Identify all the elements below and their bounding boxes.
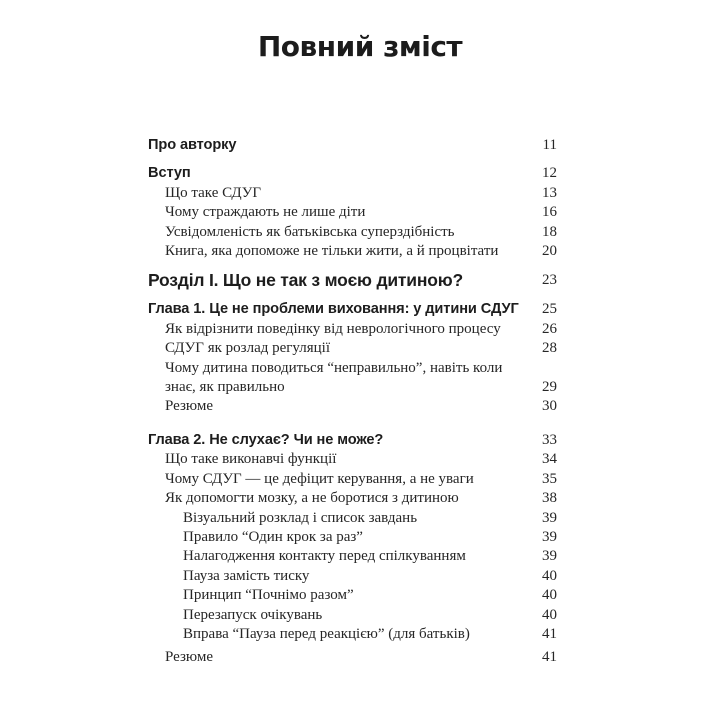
table-of-contents xyxy=(148,136,557,668)
toc-entry-page: 35 xyxy=(542,470,557,487)
toc-entry-page: 25 xyxy=(542,301,557,318)
toc-chapter-heading xyxy=(148,431,557,450)
toc-entry xyxy=(148,203,557,222)
toc-entry-label: СДУГ як розлад регуляції xyxy=(165,340,330,357)
toc-entry xyxy=(148,547,557,566)
toc-entry-page: 11 xyxy=(542,137,557,153)
toc-entry-page: 41 xyxy=(542,625,557,642)
toc-entry xyxy=(148,567,557,586)
toc-entry xyxy=(148,509,557,528)
toc-entry-page: 40 xyxy=(542,606,557,623)
toc-entry xyxy=(148,223,557,242)
toc-entry-page: 29 xyxy=(542,379,557,396)
toc-entry-label: Чому СДУГ — це дефіцит керування, а не уваги xyxy=(165,470,474,487)
toc-entry-label: Вправа “Пауза перед реакцією” (для батьків) xyxy=(183,625,470,642)
toc-entry xyxy=(148,489,557,508)
toc-entry-label: Як допомогти мозку, а не боротися з дитиною xyxy=(165,490,459,507)
toc-entry-label: Правило “Один крок за раз” xyxy=(183,528,363,545)
toc-entry xyxy=(148,397,557,416)
toc-entry xyxy=(148,450,557,469)
toc-entry-page: 41 xyxy=(542,649,557,666)
toc-entry-page: 23 xyxy=(542,272,557,289)
toc-entry xyxy=(148,606,557,625)
toc-entry-page: 18 xyxy=(542,223,557,240)
toc-entry xyxy=(148,625,557,644)
toc-entry-page: 38 xyxy=(542,490,557,507)
toc-entry-page: 13 xyxy=(542,184,557,201)
toc-entry xyxy=(148,359,557,398)
toc-entry-label: Пауза замість тиску xyxy=(183,567,310,584)
toc-entry-label: Перезапуск очікувань xyxy=(183,606,323,623)
toc-entry-page: 34 xyxy=(542,451,557,468)
toc-entry-label: Про авторку xyxy=(148,137,237,153)
toc-entry xyxy=(148,528,557,547)
toc-entry xyxy=(148,586,557,605)
toc-part-heading xyxy=(148,267,557,293)
page-title: Повний зміст xyxy=(257,30,463,63)
toc-entry-label: Що таке СДУГ xyxy=(165,184,262,201)
toc-entry-page: 39 xyxy=(542,548,557,565)
toc-entry-label: Розділ І. Що не так з моєю дитиною? xyxy=(148,270,463,291)
toc-entry-label: Глава 1. Це не проблеми виховання: у дитини СДУГ xyxy=(148,301,519,318)
toc-entry-label: Візуальний розклад і список завдань xyxy=(183,509,418,526)
toc-entry-label: Вступ xyxy=(148,165,191,182)
toc-entry-page: 40 xyxy=(542,567,557,584)
toc-entry-page: 40 xyxy=(542,587,557,604)
toc-entry-page: 39 xyxy=(542,509,557,526)
toc-entry xyxy=(148,184,557,203)
toc-entry-label: Усвідомленість як батьківська суперздібність xyxy=(165,223,455,240)
toc-entry xyxy=(148,648,557,667)
toc-entry-page: 28 xyxy=(542,340,557,357)
toc-section-heading xyxy=(148,136,557,155)
toc-entry xyxy=(148,470,557,489)
toc-entry xyxy=(148,320,557,339)
toc-entry xyxy=(148,339,557,358)
toc-entry-label: Глава 2. Не слухає? Чи не може? xyxy=(148,431,384,448)
toc-entry-page: 39 xyxy=(542,528,557,545)
toc-entry-page: 12 xyxy=(542,165,557,182)
toc-entry-label: Чому страждають не лише діти xyxy=(165,204,366,221)
toc-entry-page: 30 xyxy=(542,398,557,415)
toc-entry-label: Резюме xyxy=(165,649,214,666)
toc-entry-page: 20 xyxy=(542,243,557,260)
toc-entry xyxy=(148,242,557,261)
toc-chapter-heading xyxy=(148,300,557,319)
toc-entry-label: Книга, яка допоможе не тільки жити, а й процвітати xyxy=(165,243,499,260)
toc-entry-label: Принцип “Почнімо разом” xyxy=(183,587,354,604)
toc-entry-label: Як відрізнити поведінку від неврологічного процесу xyxy=(165,320,501,337)
toc-entry-page: 16 xyxy=(542,204,557,221)
toc-entry-label: Налагодження контакту перед спілкуванням xyxy=(183,548,466,565)
toc-entry-label: Резюме xyxy=(165,398,214,415)
toc-entry-page: 26 xyxy=(542,320,557,337)
toc-entry-page: 33 xyxy=(542,431,557,448)
toc-section-heading xyxy=(148,164,557,183)
toc-entry-label: Що таке виконавчі функції xyxy=(165,451,337,468)
toc-entry-label: Чому дитина поводиться “неправильно”, навіть коли знає, як правильно xyxy=(165,359,503,396)
